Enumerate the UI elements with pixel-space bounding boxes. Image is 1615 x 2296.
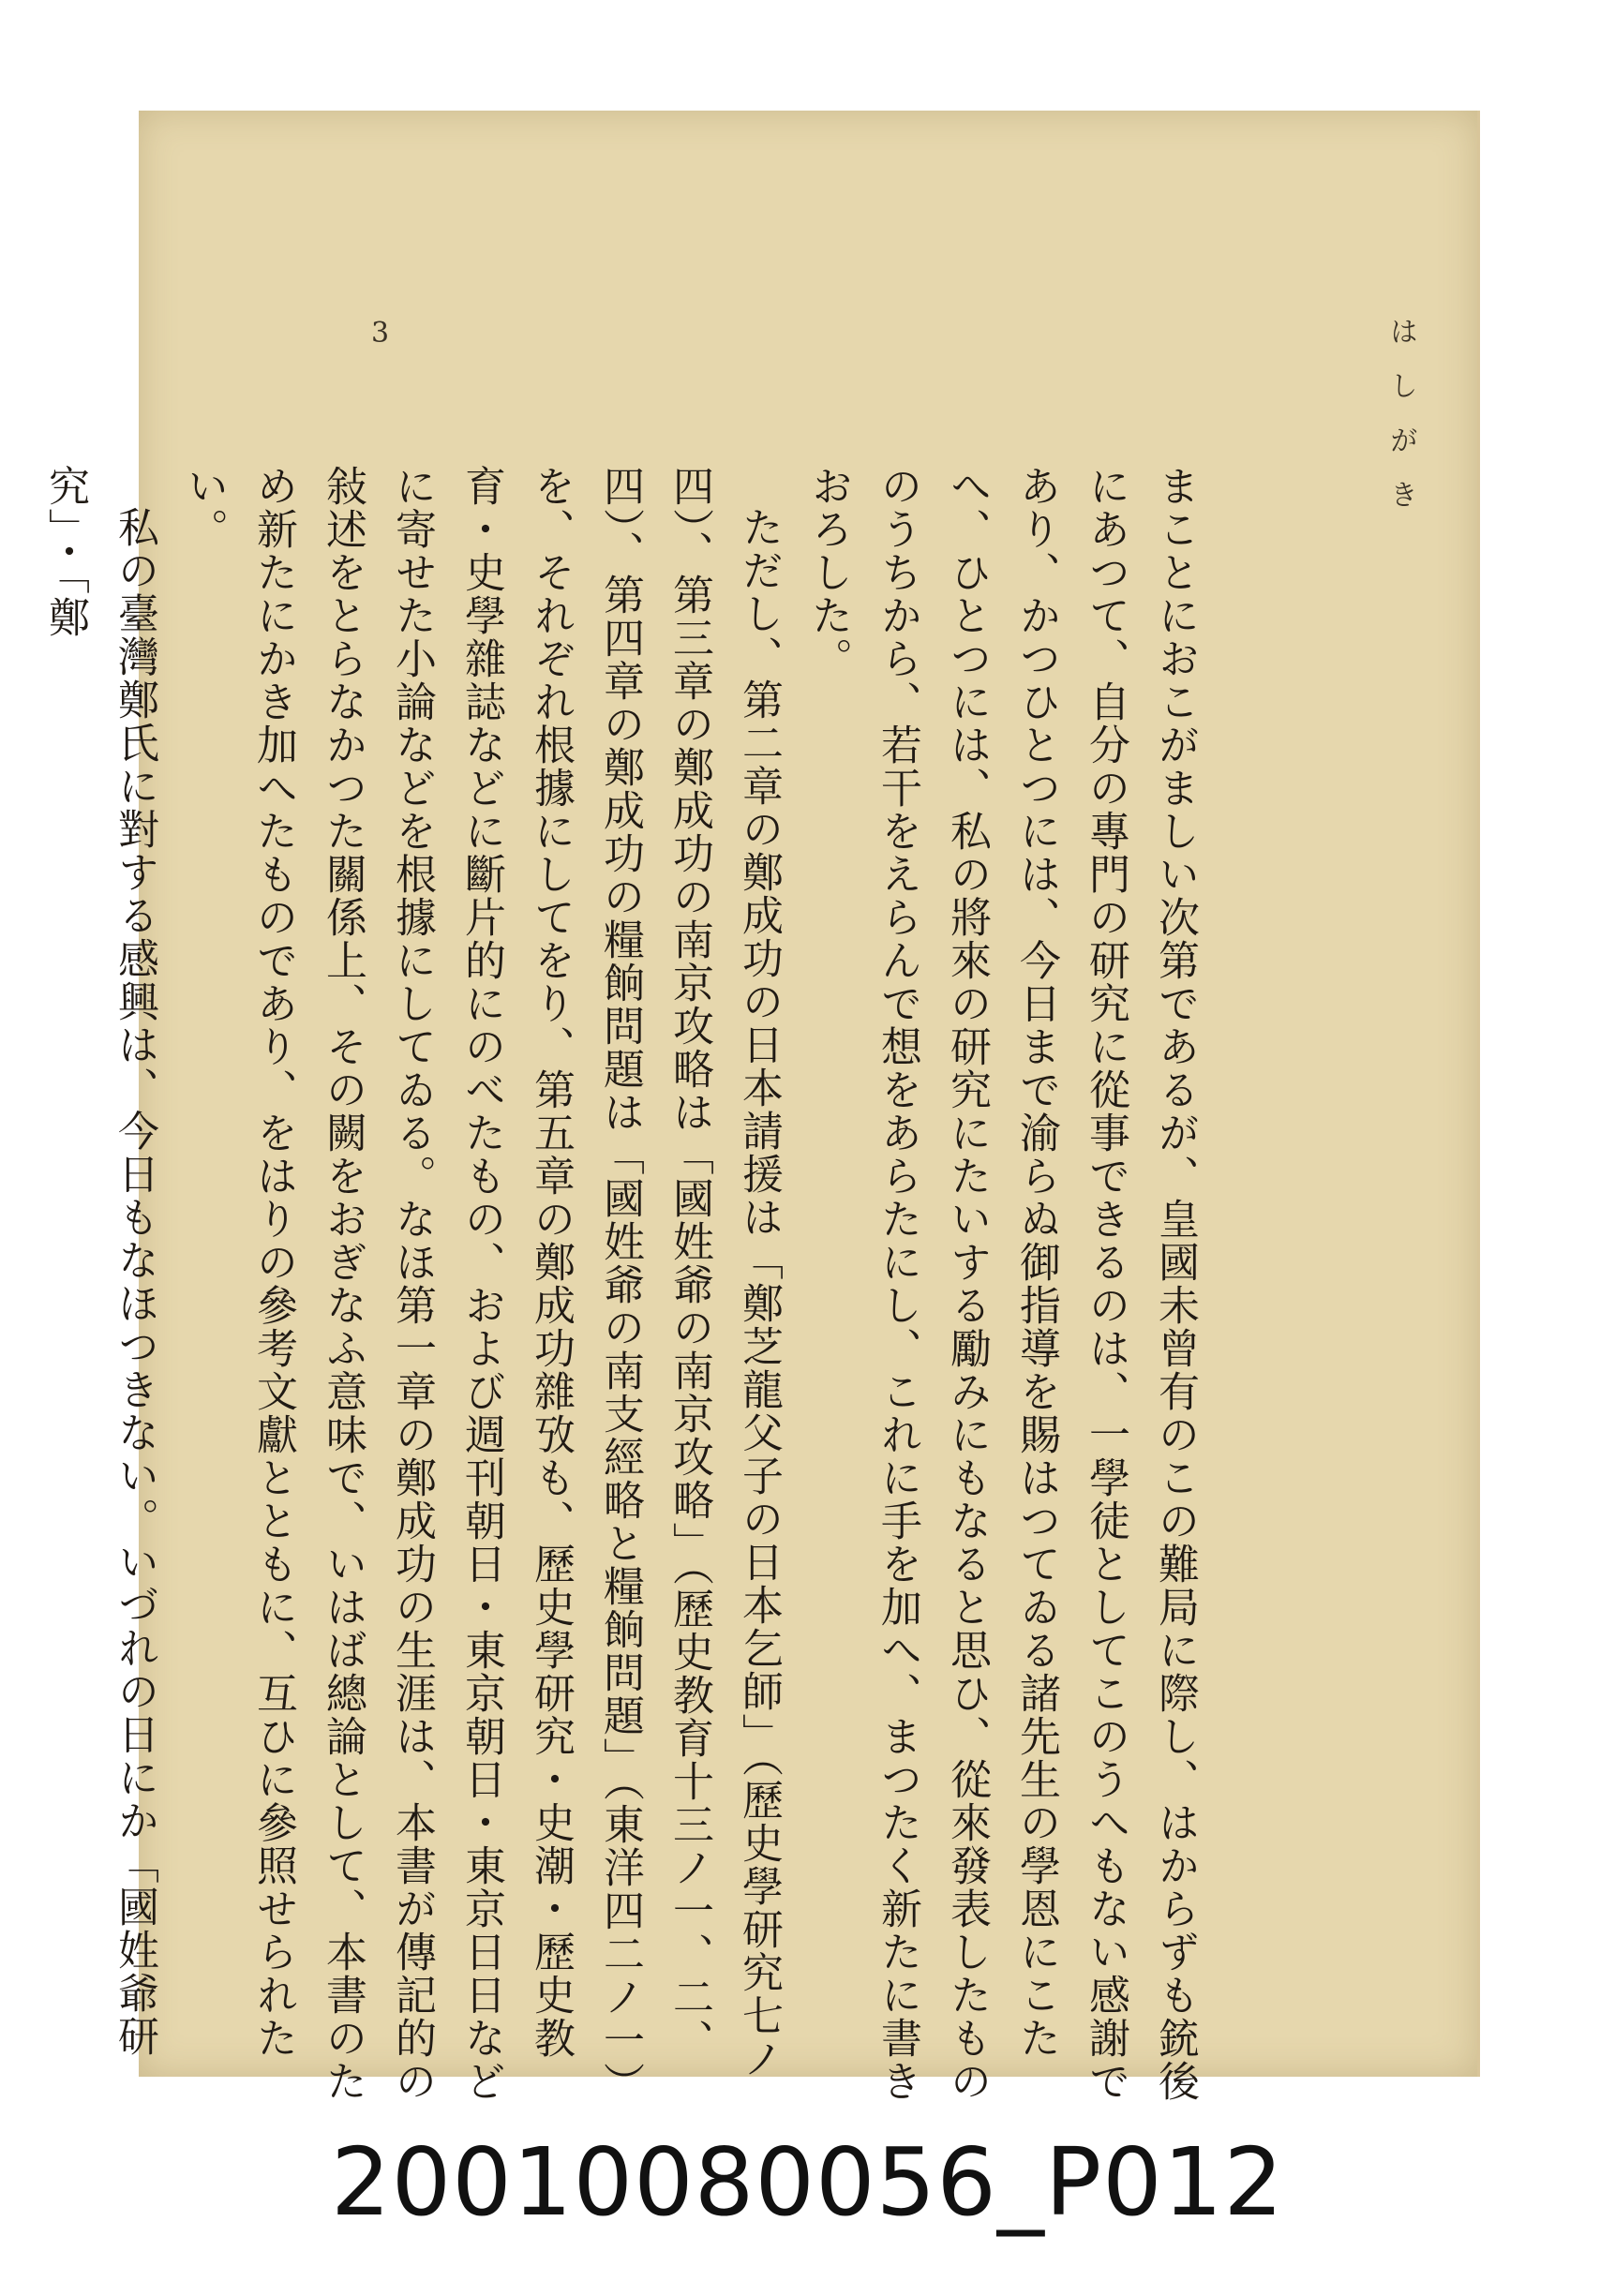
scanned-page [41, 111, 1480, 2105]
page-number: 3 [371, 317, 390, 350]
paragraph: 私の臺灣鄭氏に對する感興は、今日もなほつきない。いづれの日にか「國姓爺研究」・「鄭 [41, 465, 158, 2058]
catalog-id: 20010080056_P012 [330, 2127, 1285, 2237]
paragraph: ただし、第二章の鄭成功の日本請援は「鄭芝龍父子の日本乞師」（歷史學研究七ノ四）、第三章の鄭成功の南京攻略は「國姓爺の南京攻略」（歷史教育十三ノ一、二、四）、第四章の鄭成功の糧餉問題は「國姓爺の南支經略と糧餉問題」（東洋四二ノ一）を、それぞれ根據にしてをり、第五章の鄭成功雜攷も、歷史學研究・史潮・歷史教育・史學雜誌などに斷片的にのべたもの、および週刊朝日・東京朝日・東京日日などに寄せた小論などを根據にしてゐる。なほ第一章の鄭成功の生涯は、本書が傳記的の敍述をとらなかつた關係上、その闕をおぎなふ意味で、いはば總論として、本書のため新たにかき加へたものであり、をはりの參考文獻とともに、互ひに參照せられたい。 [180, 465, 783, 2105]
body-text [41, 465, 1209, 2114]
paragraph: まことにおこがましい次第であるが、皇國未曾有のこの難局に際し、はからずも銃後にあつて、自分の專門の研究に從事できるのは、一學徒としてこのうへもない感謝であり、かつひとつには、今日まで渝らぬ御指導を賜はつてゐる諸先生の學恩にこたへ、ひとつには、私の將來の研究にたいする勵みにもなると思ひ、從來發表したもののうちから、若干をえらんで想をあらたにし、これに手を加へ、まつたく新たに書きおろした。 [804, 465, 1199, 2103]
running-head: はしがき [1384, 317, 1417, 534]
